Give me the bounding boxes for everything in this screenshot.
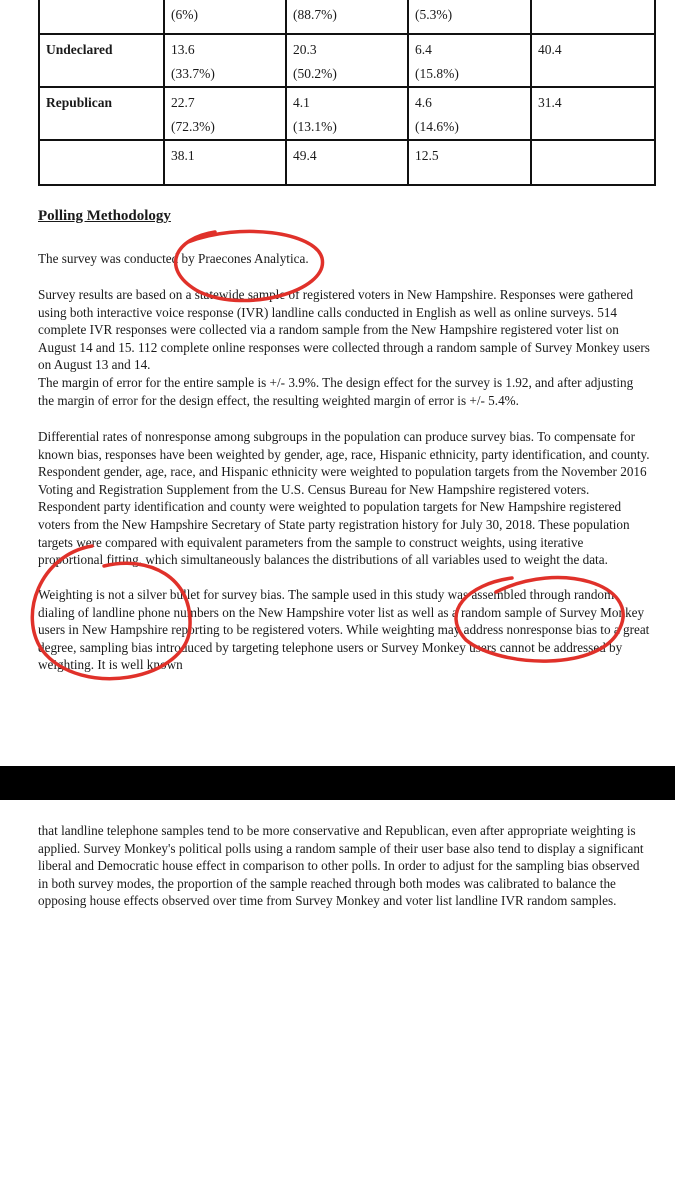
cell-value: 22.7 (171, 95, 195, 110)
cell-value: 38.1 (171, 148, 195, 163)
table-cell (286, 34, 408, 87)
paragraph-intro: The survey was conducted by Praecones Analytica. (38, 251, 309, 266)
table-cell (164, 140, 286, 185)
paragraph-bias: Weighting is not a silver bullet for survey bias. The sample used in this study was assembled through random dialing of landline phone numbers on the New Hampshire voter list as well as a random sample of Survey Monkey users in New Hampshire reporting to be registered voters. While weighting may address nonresponse bias to a great degree, sampling bias introduced by targeting telephone users or Survey Monkey users cannot be addressed by weighting. It is well known (38, 587, 650, 673)
cell-value: 6.4 (415, 42, 432, 57)
row-total (531, 0, 655, 34)
table-row (39, 140, 655, 185)
table-cell (408, 140, 531, 185)
cell-value: 49.4 (293, 148, 317, 163)
cell-value: 4.1 (293, 95, 310, 110)
cell-percent: (13.1%) (293, 119, 337, 134)
cell-percent: (6%) (171, 7, 198, 22)
table-cell (286, 87, 408, 140)
document-page-2 (0, 800, 675, 1200)
row-total (531, 140, 655, 185)
section-heading: Polling Methodology (38, 208, 171, 224)
cell-value: 4.6 (415, 95, 432, 110)
row-label (39, 140, 164, 185)
table-row (39, 87, 655, 140)
cell-percent: (72.3%) (171, 119, 215, 134)
row-label (39, 0, 164, 34)
paragraph-sample: Survey results are based on a statewide sample of registered voters in New Hampshire. Responses were gathered using both interactive voice response (IVR) landline calls conducted in English as well as online surveys. 514 complete IVR responses were collected via a random sample from the New Hampshire registered voter list on August 14 and 15. 112 complete online responses were collected through a random sample of Survey Monkey users on August 13 and 14. (38, 287, 650, 373)
paragraph-weighting: Differential rates of nonresponse among subgroups in the population can produce survey bias. To compensate for known bias, responses have been weighted by gender, age, race, Hispanic ethnicity, party identification, and county. Respondent gender, age, race, and Hispanic ethnicity were weighted to population targets from the November 2016 Voting and Registration Supplement from the U.S. Census Bureau for New Hampshire registered voters. Respondent party identification and county were weighted to population targets for New Hampshire registered voters from the New Hampshire Secretary of State party registration history for July 30, 2018. These population targets were compared with equivalent parameters from the sample to construct weights, using iterative proportional fitting, which simultaneously balances the distributions of all variables used to weight the data. (38, 429, 650, 568)
paragraph-margin-of-error: The margin of error for the entire sample is +/- 3.9%. The design effect for the survey is 1.92, and after adjusting the margin of error for the design effect, the resulting weighted margin of error is +/- 5.4%. (38, 375, 634, 408)
row-total: 40.4 (531, 34, 655, 87)
cell-percent: (15.8%) (415, 66, 459, 81)
table-cell (164, 87, 286, 140)
row-label: Republican (39, 87, 164, 140)
results-table (38, 0, 656, 186)
cell-percent: (5.3%) (415, 7, 453, 22)
row-total: 31.4 (531, 87, 655, 140)
cell-value: 20.3 (293, 42, 317, 57)
table-cell (164, 34, 286, 87)
cell-value: 12.5 (415, 148, 439, 163)
table-row (39, 0, 655, 34)
row-label: Undeclared (39, 34, 164, 87)
table-cell (408, 34, 531, 87)
table-row (39, 34, 655, 87)
cell-percent: (33.7%) (171, 66, 215, 81)
cell-value: 13.6 (171, 42, 195, 57)
table-cell (408, 87, 531, 140)
table-cell (286, 0, 408, 34)
table-cell (286, 140, 408, 185)
cell-percent: (14.6%) (415, 119, 459, 134)
cell-percent: (50.2%) (293, 66, 337, 81)
table-cell (408, 0, 531, 34)
cell-percent: (88.7%) (293, 7, 337, 22)
paragraph-bias-continued: that landline telephone samples tend to be more conservative and Republican, even after appropriate weighting is applied. Survey Monkey's political polls using a random sample of their user base also tend to display a significant liberal and Democratic house effect in comparison to other polls. In order to adjust for the sampling bias observed in both survey modes, the proportion of the sample reached through both modes was calibrated to balance the opposing house effects observed over time from Survey Monkey and voter list landline IVR random samples. (38, 823, 644, 909)
table-cell (164, 0, 286, 34)
page-separator (0, 766, 675, 800)
